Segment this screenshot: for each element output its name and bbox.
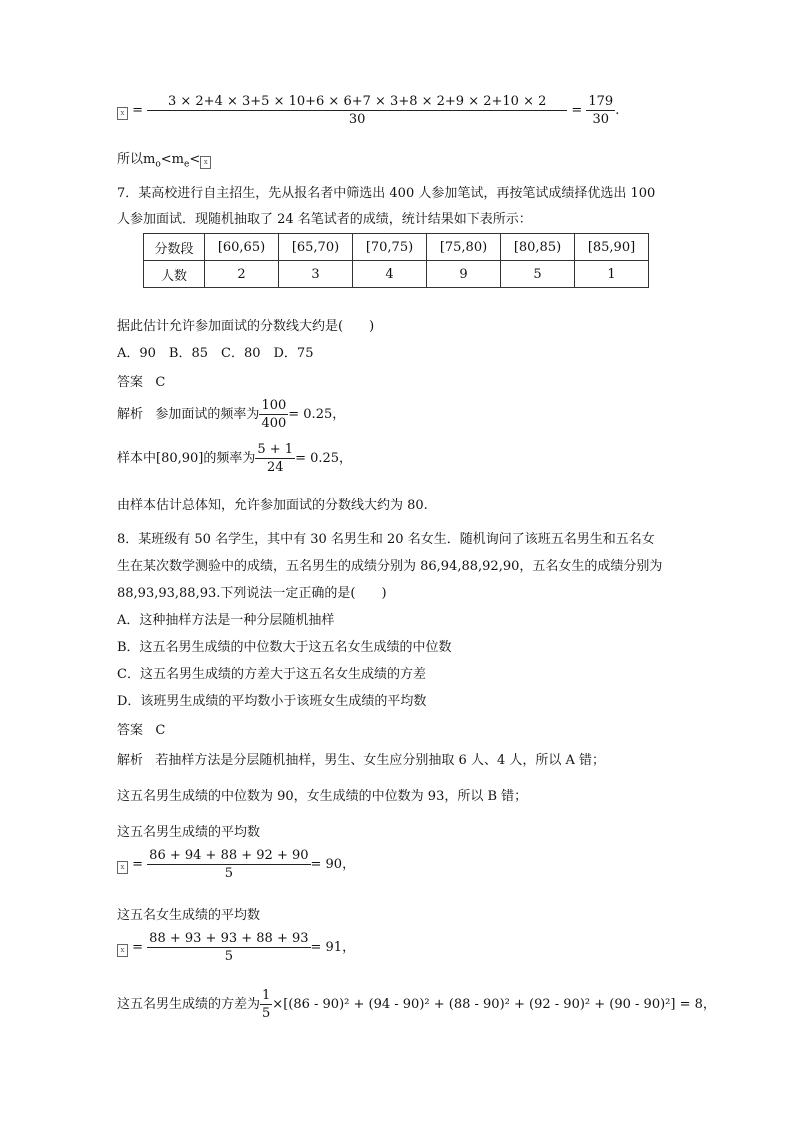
table-row xyxy=(144,261,649,288)
table-cell: [60,65) xyxy=(205,234,279,261)
conclusion-line xyxy=(117,148,211,170)
fraction-denominator: 5 xyxy=(262,1006,271,1021)
variance-fraction xyxy=(260,988,272,1021)
table-cell: [70,75) xyxy=(353,234,427,261)
table-cell: 2 xyxy=(205,261,279,288)
fraction-denominator: 400 xyxy=(261,416,287,431)
question-8-option-c: C．这五名男生成绩的方差大于这五名女生成绩的方差 xyxy=(117,667,426,682)
question-8-answer xyxy=(117,719,165,738)
formula-result: = 90， xyxy=(310,857,356,872)
question-8-analysis-4: 这五名女生成绩的平均数 xyxy=(117,908,261,923)
fraction-numerator: 100 xyxy=(261,398,287,413)
female-mean-formula: x = $\frac{88 + 93 + 93 + 88 + 93}{5}$ = 91， xyxy=(117,931,355,964)
question-8-line-2: 生在某次数学测验中的成绩，五名男生的成绩分别为 86,94,88,92,90，五名女生的成绩分别为 xyxy=(117,559,663,574)
question-7-line-1: 7．某高校进行自主招生，先从报名者中筛选出 400 人参加笔试，再按笔试成绩择优选出 100 xyxy=(117,186,656,201)
question-7-answer xyxy=(117,371,165,390)
question-7-options: A．90 B．85 C．80 D．75 xyxy=(117,346,314,361)
score-table xyxy=(143,233,649,288)
analysis-text: = 0.25， xyxy=(288,407,346,422)
result-fraction xyxy=(586,94,615,127)
analysis-label: 解析 xyxy=(117,753,144,768)
table-cell: 9 xyxy=(427,261,501,288)
conclusion-text: <m xyxy=(160,152,184,167)
answer-label: 答案 xyxy=(117,375,144,390)
answer-value: C xyxy=(155,723,166,738)
image-placeholder-icon: x xyxy=(117,107,128,120)
equals-sign: = xyxy=(132,103,144,118)
question-7-prompt: 据此估计允许参加面试的分数线大约是( ) xyxy=(117,319,375,334)
conclusion-text: < xyxy=(189,152,201,167)
conclusion-text: 所以m xyxy=(117,152,156,167)
female-mean-fraction xyxy=(147,931,310,964)
analysis-text: 样本中[80,90]的频率为 xyxy=(117,451,256,466)
analysis-text: 参加面试的频率为 xyxy=(155,407,260,422)
table-cell: [65,70) xyxy=(279,234,353,261)
question-8-line-1: 8．某班级有 50 名学生，其中有 30 名男生和 20 名女生．随机询问了该班五名男生和五名女 xyxy=(117,532,655,547)
fraction-numerator: 179 xyxy=(588,94,614,109)
analysis-text: 这五名男生成绩的方差为 xyxy=(117,997,261,1012)
fraction-denominator: 24 xyxy=(266,460,284,475)
table-cell: [80,85) xyxy=(501,234,575,261)
table-row xyxy=(144,234,649,261)
question-7-line-2: 人参加面试．现随机抽取了 24 名笔试者的成绩，统计结果如下表所示： xyxy=(117,212,532,227)
analysis-text: = 0.25， xyxy=(295,451,353,466)
image-placeholder-icon: x xyxy=(117,861,128,874)
frequency-fraction xyxy=(259,398,288,431)
fraction-numerator: 5 + 1 xyxy=(257,442,294,457)
question-7-analysis-3: 由样本估计总体知，允许参加面试的分数线大约为 80. xyxy=(117,498,428,513)
frequency-fraction xyxy=(255,442,295,475)
fraction-numerator: 86 + 94 + 88 + 92 + 90 xyxy=(149,848,309,863)
mean-formula: x = $\frac{3 \times 2+4 \times 3+5 \times 10+6 \times 6+7 \times 3+8 \times 2+9 \times 2+10 \times 2}{30}$ = $\frac{179}{30}$ . xyxy=(117,94,619,127)
subscript: e xyxy=(183,159,190,170)
question-8-option-b: B．这五名男生成绩的中位数大于这五名女生成绩的中位数 xyxy=(117,640,452,655)
fraction-denominator: 5 xyxy=(224,866,233,881)
question-8-option-a: A．这种抽样方法是一种分层随机抽样 xyxy=(117,613,335,628)
question-8-analysis-1 xyxy=(117,749,605,768)
formula-result: = 91， xyxy=(310,940,356,955)
table-cell: 3 xyxy=(279,261,353,288)
table-cell: 1 xyxy=(575,261,649,288)
question-7-analysis-1 xyxy=(117,398,345,431)
table-header-cell: 人数 xyxy=(144,261,205,288)
question-7-analysis-2 xyxy=(117,442,352,475)
equals-sign: = xyxy=(571,103,583,118)
table-cell: [75,80) xyxy=(427,234,501,261)
answer-label: 答案 xyxy=(117,723,144,738)
table-header-cell: 分数段 xyxy=(144,234,205,261)
fraction-numerator: 1 xyxy=(262,988,271,1003)
analysis-text: ×[(86 - 90)² + (94 - 90)² + (88 - 90)² + (92 - 90)² + (90 - 90)²] = 8， xyxy=(272,997,716,1012)
table-cell: 4 xyxy=(353,261,427,288)
analysis-text: 若抽样方法是分层随机抽样，男生、女生应分别抽取 6 人、4 人，所以 A 错； xyxy=(155,753,606,768)
table-cell: 5 xyxy=(501,261,575,288)
question-8-option-d: D．该班男生成绩的平均数小于该班女生成绩的平均数 xyxy=(117,694,427,709)
mean-fraction xyxy=(147,94,567,127)
fraction-denominator: 30 xyxy=(592,112,610,127)
male-variance-formula xyxy=(117,988,716,1021)
male-mean-formula: x = $\frac{86 + 94 + 88 + 92 + 90}{5}$ = 90， xyxy=(117,848,355,881)
question-8-analysis-3: 这五名男生成绩的平均数 xyxy=(117,825,261,840)
male-mean-fraction xyxy=(147,848,310,881)
table-cell: [85,90] xyxy=(575,234,649,261)
fraction-denominator: 30 xyxy=(348,112,366,127)
fraction-numerator: 3 × 2+4 × 3+5 × 10+6 × 6+7 × 3+8 × 2+9 × 2+10 × 2 xyxy=(147,94,567,111)
fraction-numerator: 88 + 93 + 93 + 88 + 93 xyxy=(149,931,309,946)
image-placeholder-icon: x xyxy=(117,944,128,957)
subscript: o xyxy=(155,159,161,170)
answer-value: C xyxy=(155,375,166,390)
question-8-analysis-2: 这五名男生成绩的中位数为 90，女生成绩的中位数为 93，所以 B 错； xyxy=(117,789,528,804)
analysis-label: 解析 xyxy=(117,407,144,422)
image-placeholder-icon: x xyxy=(200,156,211,169)
question-8-line-3: 88,93,93,88,93.下列说法一定正确的是( ) xyxy=(117,586,387,601)
fraction-denominator: 5 xyxy=(224,949,233,964)
